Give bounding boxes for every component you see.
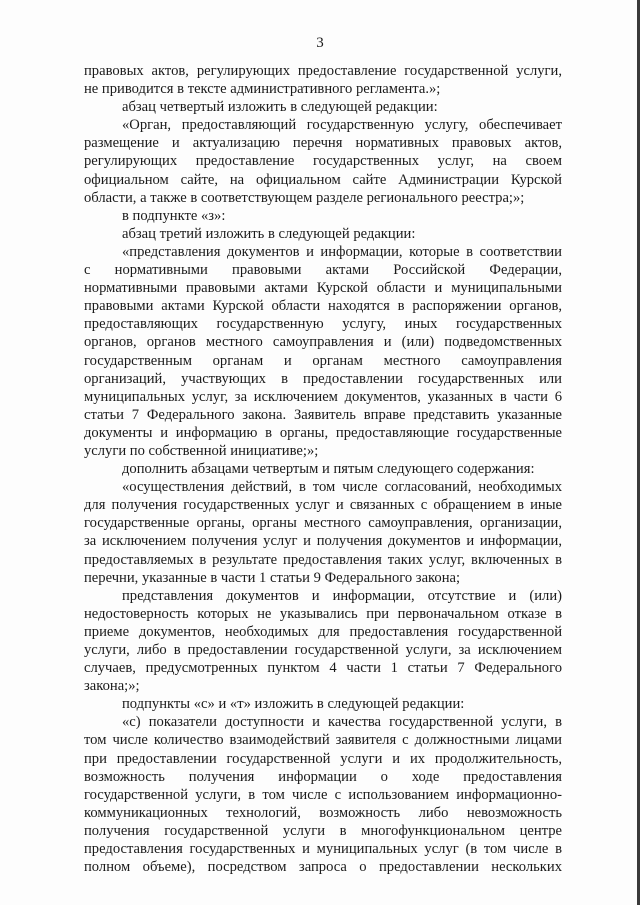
text-line: официальном сайте, на официальном сайте Администрации Курской (84, 171, 562, 188)
text-line: предоставления государственных и муниципальных услуг (в том числе в (84, 841, 562, 858)
text-line: государственной услуги, в том числе с использованием информационно- (84, 786, 562, 803)
text-line: для получения государственных услуг и связанных с обращением в иные (84, 497, 562, 514)
text-line: за исключением получения услуг и получения документов и информации, (84, 533, 562, 550)
text-line: приеме документов, необходимых для предоставления государственной (84, 623, 562, 640)
text-line: представления документов и информации, отсутствие и (или) (122, 587, 562, 604)
text-line: «представления документов и информации, которые в соответствии (122, 243, 562, 260)
text-line: муниципальных услуг, за исключением документов, указанных в части 6 (84, 388, 562, 405)
text-line: полном объеме), посредством запроса о предоставлении нескольких (84, 859, 562, 876)
text-line: дополнить абзацами четвертым и пятым следующего содержания: (122, 461, 535, 478)
text-line: предоставляемых в результате предоставления таких услуг, включенных в (84, 551, 562, 568)
text-line: подпункты «с» и «т» изложить в следующей редакции: (122, 696, 465, 713)
page-number: 3 (316, 35, 324, 51)
text-line: том числе количество взаимодействий заявителя с должностными лицами (84, 732, 562, 749)
text-line: с нормативными правовыми актами Российской Федерации, (84, 262, 562, 279)
text-line: возможность получения информации о ходе предоставления (84, 768, 562, 785)
text-line: коммуникационных технологий, возможность либо невозможность (84, 804, 562, 821)
text-line: перечни, указанные в части 1 статьи 9 Федерального закона; (84, 569, 461, 586)
text-line: области, а также в соответствующем разделе регионального реестра;»; (84, 189, 525, 206)
text-line: услуги, либо в предоставлении государственной услуги, за исключением (84, 642, 562, 658)
text-line: нормативными правовыми актами Курской области и муниципальными (84, 280, 562, 297)
document-body (84, 62, 562, 876)
text-line: недостоверность которых не указывались при первоначальном отказе в (84, 605, 562, 622)
text-line: правовыми актами Курской области находятся в распоряжении органов, (84, 298, 562, 315)
text-line: документы и информацию в органы, предоставляющие государственные (84, 424, 562, 441)
text-line: размещение и актуализацию перечня нормативных правовых актов, (84, 135, 562, 152)
text-line: статьи 7 Федерального закона. Заявитель вправе представить указанные (84, 406, 562, 423)
text-line: государственным органам и органам местного самоуправления (84, 352, 562, 369)
text-line: случаев, предусмотренных пунктом 4 части 1 статьи 7 Федерального (84, 660, 562, 677)
text-line: услуги по собственной инициативе;»; (84, 442, 319, 459)
text-line: не приводится в тексте административного регламента.»; (84, 81, 441, 98)
text-line: получения государственной услуги в многофункциональном центре (84, 822, 562, 839)
text-line: абзац третий изложить в следующей редакции: (122, 225, 416, 242)
text-line: регулирующих предоставление государственных услуг, на своем (84, 153, 562, 170)
text-line: при предоставлении государственной услуги и их продолжительность, (84, 750, 562, 767)
text-line: органов, органов местного самоуправления и (или) подведомственных (84, 334, 562, 351)
text-line: в подпункте «з»: (122, 207, 226, 224)
text-line: «с) показатели доступности и качества государственной услуги, в (122, 714, 562, 731)
text-line: закона;»; (84, 678, 140, 695)
text-line: «Орган, предоставляющий государственную услугу, обеспечивает (122, 117, 562, 134)
text-line: «осуществления действий, в том числе согласований, необходимых (122, 479, 562, 496)
text-line: организаций, участвующих в предоставлении государственных или (84, 370, 562, 387)
text-line: абзац четвертый изложить в следующей редакции: (122, 99, 438, 116)
text-line: государственные органы, органы местного самоуправления, организации, (84, 515, 562, 532)
text-line: правовых актов, регулирующих предоставление государственной услуги, (84, 63, 562, 79)
text-line: предоставляющих государственную услугу, иных государственных (84, 316, 562, 333)
